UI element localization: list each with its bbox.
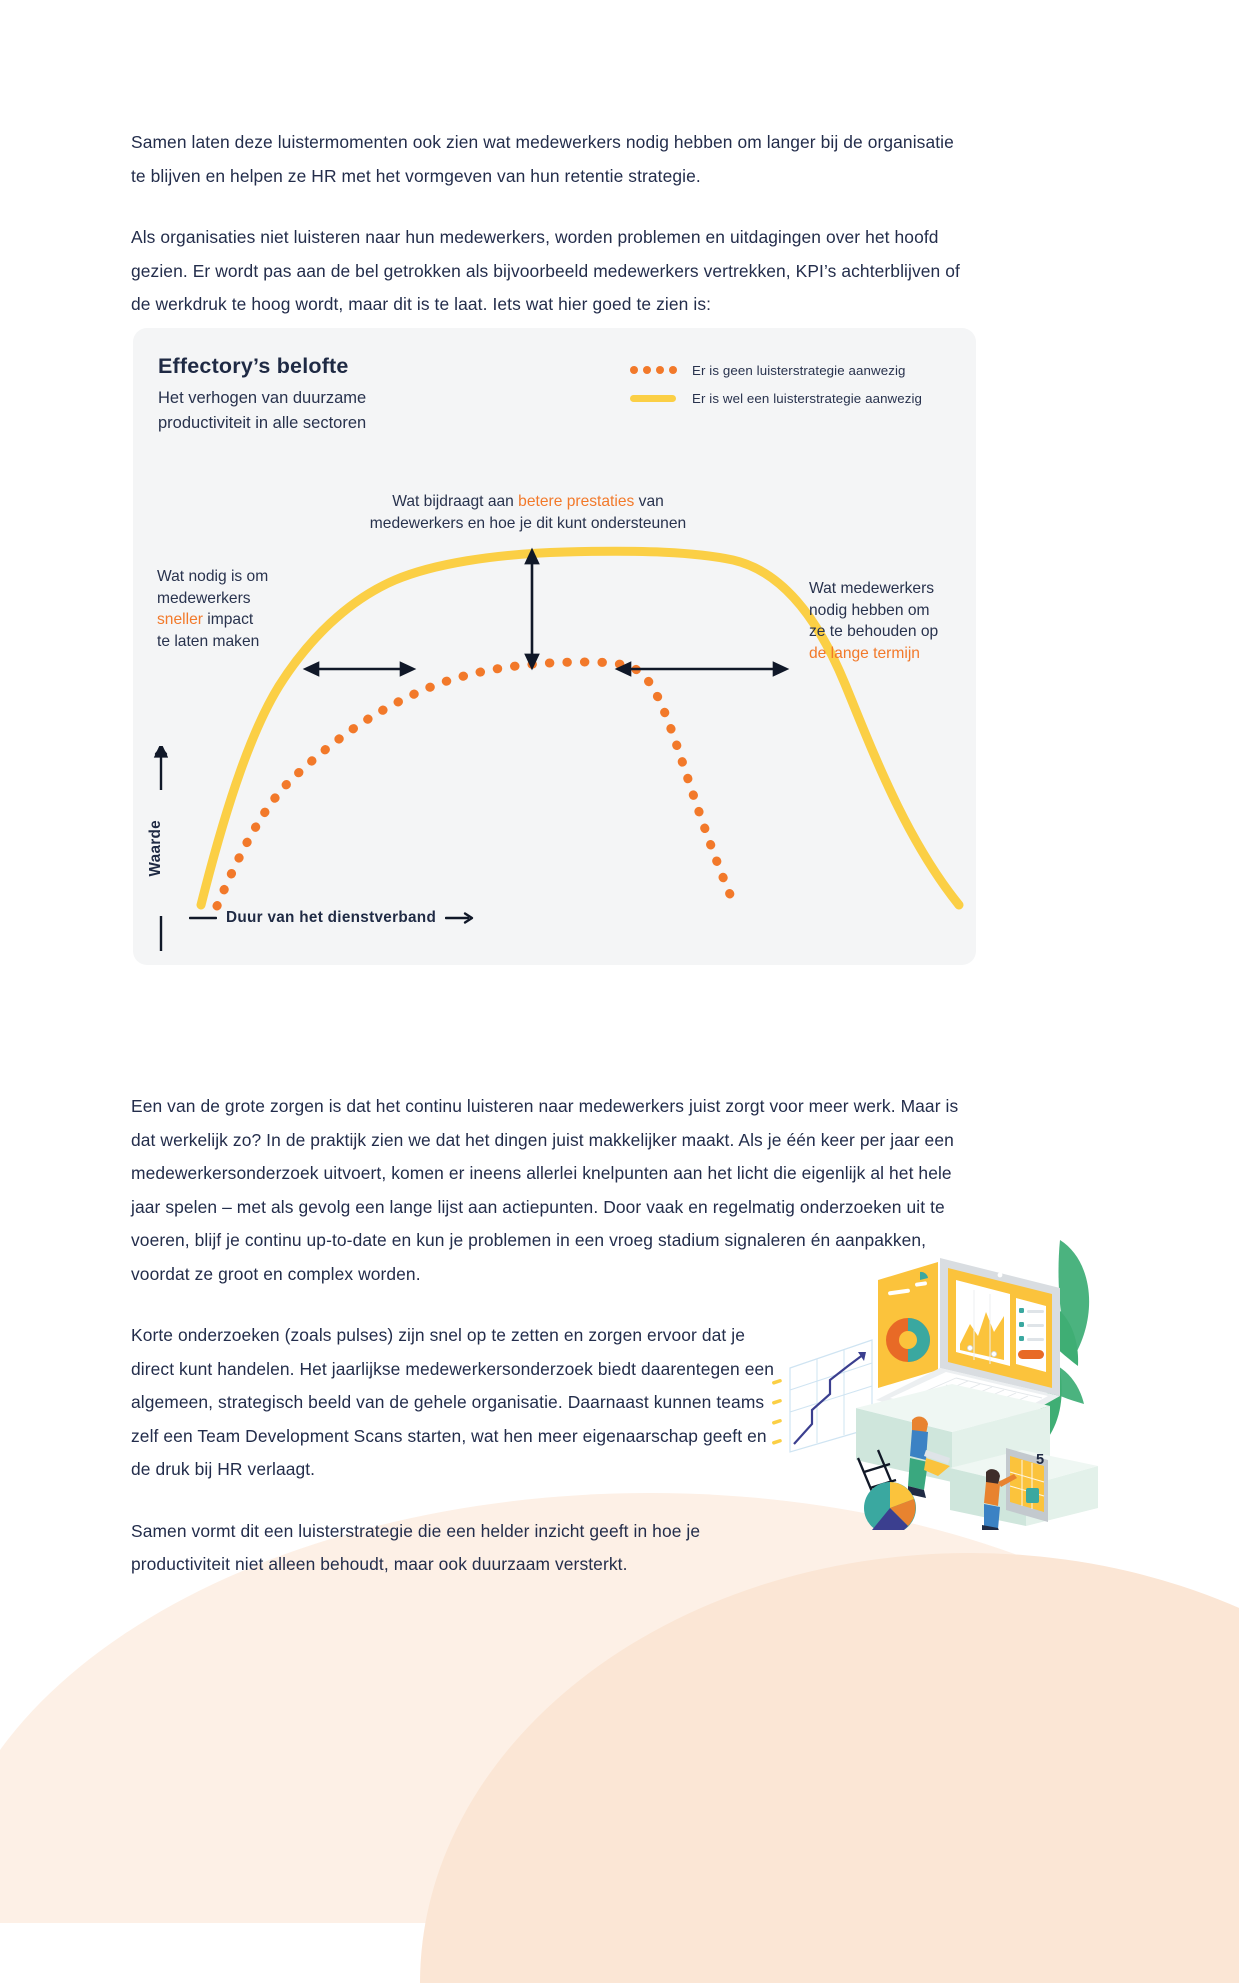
analytics-illustration: [760, 1220, 1100, 1530]
paragraph: Korte onderzoeken (zoals pulses) zijn snel op te zetten en zorgen ervoor dat je direct kunt handelen. Het jaarlijkse medewerkersonderzoek biedt daarentegen een algemeen, strategisch beeld van de gehele organisatie. Daarnaast kunnen teams zelf een Team Development Scans starten, wat hen meer eigenaarschap geeft en de druk bij HR verlaagt.: [131, 1325, 775, 1479]
annotation-left-highlight: sneller: [157, 611, 203, 628]
x-axis-label: [189, 909, 475, 927]
annotation-right-highlight: de lange termijn: [809, 644, 920, 662]
paragraph: Samen vormt dit een luisterstrategie die een helder inzicht geeft in hoe je productiviteit niet alleen behoudt, maar ook duurzaam versterkt.: [131, 1520, 701, 1574]
annotation-left-line4: te laten maken: [157, 632, 260, 650]
annotation-left-line1: Wat nodig is om: [157, 568, 269, 585]
chart-card: [133, 328, 976, 965]
intro-text-block: [131, 126, 961, 322]
curve-no-strategy: [217, 662, 735, 906]
chart-subtitle: Het verhogen van duurzame productiviteit in alle sectoren: [158, 389, 367, 432]
annotation-top-prefix: Wat bijdraagt aan: [392, 493, 519, 510]
y-axis-label-text: Waarde: [147, 819, 164, 877]
legend-label: Er is geen luisterstrategie aanwezig: [692, 362, 906, 378]
annotation-left: [157, 566, 307, 652]
annotation-left-line2: medewerkers: [157, 589, 251, 607]
donut-chart-card-icon: [878, 1262, 938, 1388]
x-axis-arrow-icon: [445, 911, 475, 925]
paragraph: Als organisaties niet luisteren naar hun medewerkers, worden problemen en uitdagingen over het hoofd gezien. Er wordt pas aan de bel getrokken als bijvoorbeeld medewerkers vertrekken, KPI’s achterblijven of de werkdruk te hoog wordt, maar dit is te laat. Iets wat hier goed te zien is:: [131, 227, 960, 314]
annotation-right: [809, 578, 969, 664]
annotation-right-line1: Wat medewerkers: [809, 580, 935, 597]
annotation-top-suffix: van medewerkers en hoe je dit kunt ondersteunen: [369, 493, 687, 532]
paragraph: Een van de grote zorgen is dat het continu luisteren naar medewerkers juist zorgt voor meer werk. Maar is dat werkelijk zo? In de praktijk zien we dat het dingen juist makkelijker maakt. Als je één keer per jaar een medewerkersonderzoek uitvoert, komen er ineens allerlei knelpunten aan het licht die eigenlijk al het hele jaar spelen – met als gevolg een lange lijst aan actiepunten. Door vaak en regelmatig onderzoeken uit te voeren, blijf je continu up-to-date en kun je problemen in een vroeg stadium signaleren én aanpakken, voordat ze groot en complex worden.: [131, 1096, 959, 1284]
annotation-right-line3: ze te behouden op: [809, 623, 939, 640]
chart-title: Effectory’s belofte: [158, 354, 349, 378]
annotation-left-line3: impact: [202, 611, 254, 628]
legend-label: Er is wel een luisterstrategie aanwezig: [692, 390, 923, 406]
annotation-top: [358, 491, 698, 534]
paragraph: Samen laten deze luistermomenten ook zien wat medewerkers nodig hebben om langer bij de organisatie te blijven en helpen ze HR met het vormgeven van hun retentie strategie.: [131, 132, 954, 186]
x-axis-dash-icon: [189, 912, 217, 924]
annotation-right-line2: nodig hebben om: [809, 601, 930, 619]
x-axis-label-text: Duur van het dienstverband: [226, 909, 437, 926]
annotation-top-highlight: betere prestaties: [518, 493, 635, 510]
page-number: 5: [1036, 1452, 1045, 1468]
y-axis-arrow-icon: [151, 746, 171, 965]
